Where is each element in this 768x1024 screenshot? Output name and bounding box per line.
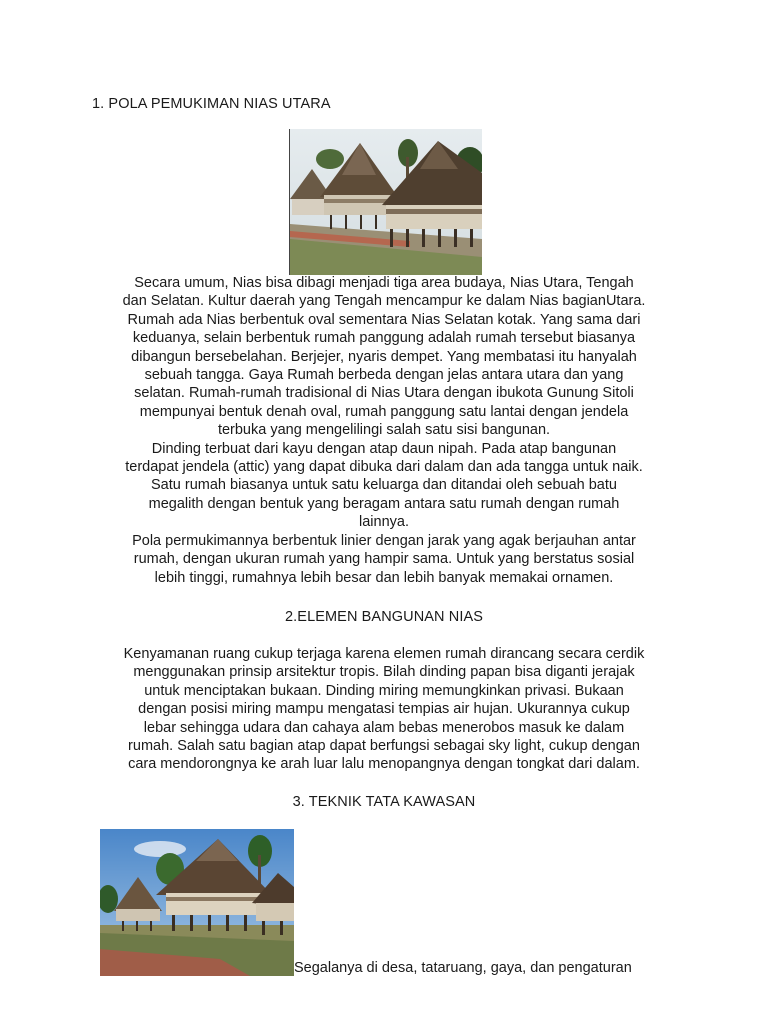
paragraph-line: dengan posisi miring mampu mengatasi tempias air hujan. Ukurannya cukup <box>138 701 630 718</box>
paragraph-line: keduanya, selain berbentuk rumah panggung adalah rumah tersebut biasanya <box>132 330 636 347</box>
paragraph-line: rumah. Salah satu bagian atap dapat berfungsi sebagai sky light, cukup dengan <box>128 738 640 755</box>
section-3-text: Segalanya di desa, tataruang, gaya, dan pengaturan <box>294 960 632 976</box>
paragraph-line: Pola permukimannya berbentuk linier dengan jarak yang agak berjauhan antar <box>132 532 636 549</box>
section-3-heading: 3. TEKNIK TATA KAWASAN <box>292 794 476 810</box>
paragraph-line: mempunyai bentuk denah oval, rumah panggung satu lantai dengan jendela <box>139 403 629 420</box>
nias-village-row-photo <box>100 829 294 976</box>
paragraph-line: Dinding terbuat dari kayu dengan atap daun nipah. Pada atap bangunan <box>151 440 617 457</box>
paragraph-line: Rumah ada Nias berbentuk oval sementara Nias Selatan kotak. Yang sama dari <box>127 311 641 328</box>
paragraph-line: cara mendorongnya ke arah luar lalu menopangnya dengan tongkat dari dalam. <box>128 756 640 773</box>
paragraph-line: lebar sehingga udara dan cahaya alam bebas menerobos masuk ke dalam <box>143 719 625 736</box>
paragraph-line: Satu rumah biasanya untuk satu keluarga dan ditandai oleh sebuah batu <box>151 477 617 494</box>
paragraph-line: terdapat jendela (attic) yang dapat dibuka dari dalam dan ada tangga untuk naik. <box>125 459 643 476</box>
paragraph-line: megalith dengan bentuk yang beragam antara satu rumah dengan rumah <box>148 495 620 512</box>
nias-utara-houses-photo <box>289 129 482 275</box>
paragraph-line: Secara umum, Nias bisa dibagi menjadi tiga area budaya, Nias Utara, Tengah <box>134 275 634 291</box>
paragraph-line: menggunakan prinsip arsitektur tropis. Bilah dinding papan bisa diganti jerajak <box>133 664 635 681</box>
paragraph-line: selatan. Rumah-rumah tradisional di Nias Utara dengan ibukota Gunung Sitoli <box>134 385 634 402</box>
paragraph-line: dibangun bersebelahan. Berjejer, nyaris dempet. Yang membatasi itu hanyalah <box>131 348 637 365</box>
paragraph-line: untuk menciptakan bukaan. Dinding miring memungkinkan privasi. Bukaan <box>144 682 624 699</box>
section-2-paragraph <box>86 645 682 774</box>
paragraph-line: lebih tinggi, rumahnya lebih besar dan lebih banyak memakai ornamen. <box>154 569 614 586</box>
paragraph-line: Kenyamanan ruang cukup terjaga karena elemen rumah dirancang secara cerdik <box>123 646 645 662</box>
paragraph-line: terbuka yang mengelilingi salah satu sisi bangunan. <box>217 422 551 439</box>
paragraph-line: dan Selatan. Kultur daerah yang Tengah mencampur ke dalam Nias bagianUtara. <box>122 293 646 310</box>
paragraph-line: rumah, dengan ukuran rumah yang hampir sama. Untuk yang berstatus sosial <box>133 551 635 568</box>
section-1-heading: 1. POLA PEMUKIMAN NIAS UTARA <box>92 96 331 112</box>
paragraph-line: lainnya. <box>359 514 409 531</box>
section-1-paragraph <box>86 274 682 587</box>
paragraph-line: sebuah tangga. Gaya Rumah berbeda dengan jelas antara utara dan yang <box>144 367 624 384</box>
section-2-heading: 2.ELEMEN BANGUNAN NIAS <box>285 609 483 625</box>
